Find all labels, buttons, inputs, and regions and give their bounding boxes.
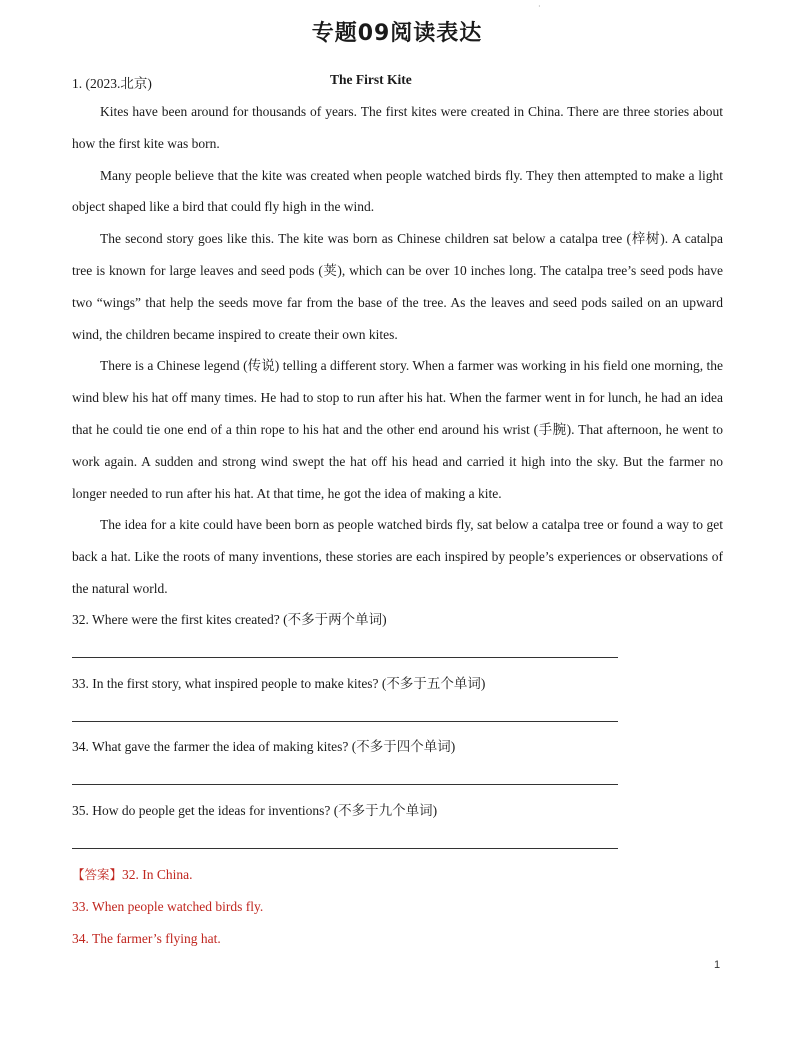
answer-33: 33. When people watched birds fly. xyxy=(72,899,264,914)
answer-text: 32. In China. xyxy=(122,867,193,882)
question-text: 32. Where were the first kites created? (不多于两个单词) xyxy=(72,612,387,627)
question-source: 1. (2023.北京) xyxy=(72,76,152,91)
question-list xyxy=(72,605,722,859)
answer-label: 【答案】 xyxy=(72,867,123,882)
decorative-dot: · xyxy=(538,2,541,11)
answer-blank[interactable] xyxy=(72,657,618,658)
paragraph-2: Many people believe that the kite was created when people watched birds fly. They then attempted to make a light object shaped like a bird that could fly high in the wind. xyxy=(72,167,723,215)
answer-32 xyxy=(72,859,722,891)
question-text: 34. What gave the farmer the idea of making kites? (不多于四个单词) xyxy=(72,739,456,754)
question-34 xyxy=(72,732,722,796)
article-body xyxy=(72,96,723,605)
article-title: The First Kite xyxy=(330,72,412,87)
answer-key xyxy=(72,859,722,955)
question-text: 35. How do people get the ideas for inventions? (不多于九个单词) xyxy=(72,802,438,818)
question-text: 33. In the first story, what inspired people to make kites? (不多于五个单词) xyxy=(72,675,486,691)
answer-34: 34. The farmer’s flying hat. xyxy=(72,931,221,946)
page-title: 专题09阅读表达 xyxy=(311,21,483,46)
page-number: 1 xyxy=(714,959,721,971)
answer-blank[interactable] xyxy=(72,721,618,722)
answer-blank[interactable] xyxy=(72,784,618,785)
paragraph-3: The second story goes like this. The kite was born as Chinese children sat below a catalpa tree (梓树). A catalpa tree is known for large leaves and seed pods (荚), which can be over 10 inches long. The catalpa tree’s seed pods have two “wings” that help the seeds move far from the base of the tree. As the leaves and seed pods sailed on an upward wind, the children became inspired to create their own kites. xyxy=(72,231,723,342)
paragraph-5: The idea for a kite could have been born as people watched birds fly, sat below a catalpa tree or found a way to get back a hat. Like the roots of many inventions, these stories are each inspired by people’s experiences or observations of the natural world. xyxy=(72,517,723,596)
question-35 xyxy=(72,796,722,860)
answer-blank[interactable] xyxy=(72,848,618,849)
paragraph-1: Kites have been around for thousands of years. The first kites were created in China. There are three stories about how the first kite was born. xyxy=(72,104,723,151)
question-33 xyxy=(72,669,722,733)
paragraph-4: There is a Chinese legend (传说) telling a different story. When a farmer was working in his field one morning, the wind blew his hat off many times. He had to stop to run after his hat. When the farmer went in for lunch, he had an idea that he could tie one end of a thin rope to his hat and the other end around his wrist (手腕). That afternoon, he went to work again. A sudden and strong wind swept the hat off his head and carried it high into the sky. But the farmer no longer needed to run after his hat. At that time, he got the idea of making a kite. xyxy=(72,358,723,501)
question-32 xyxy=(72,605,722,669)
question-header xyxy=(72,72,722,90)
